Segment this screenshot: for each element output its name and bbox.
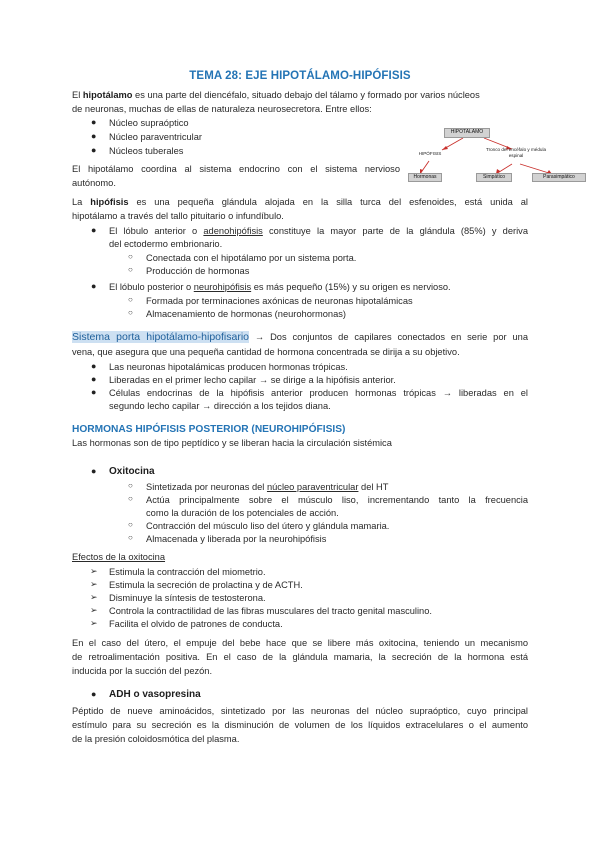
arrowhead-bullet-icon: ➢ — [90, 618, 98, 628]
neurohipofisis-term: neurohipófisis — [193, 282, 252, 292]
circle-bullet-icon: ○ — [128, 295, 133, 304]
circle-bullet-icon: ○ — [128, 265, 133, 274]
hipotalamo-term: hipotálamo — [82, 90, 133, 100]
nucleus-item: Núcleo paraventricular — [109, 132, 203, 142]
effects-title: Efectos de la oxitocina — [72, 552, 166, 562]
bullet-icon: ● — [91, 225, 97, 235]
diagram-brainstem-label: Tronco del encéfalo y médula espinal — [485, 147, 547, 158]
arrowhead-bullet-icon: ➢ — [90, 579, 98, 589]
bullet-icon: ● — [91, 466, 97, 476]
bullet-icon: ● — [91, 387, 97, 397]
effect-item: Estimula la contracción del miometrio. — [109, 567, 266, 577]
circle-bullet-icon: ○ — [128, 520, 133, 529]
arrowhead-bullet-icon: ➢ — [90, 592, 98, 602]
coordination-line-1: El hipotálamo coordina al sistema endocrino con el sistema nervioso — [72, 164, 400, 174]
arrowhead-bullet-icon: ➢ — [90, 605, 98, 615]
bullet-icon: ● — [91, 361, 97, 371]
adh-line-2: estímulo para su secreción es la disminución de volumen de los líquidos extracelulares o el aumento — [72, 720, 528, 730]
effect-item: Controla la contractilidad de las fibras musculares del tracto genital masculino. — [109, 606, 432, 616]
oxytocin-item: Contracción del músculo liso del útero y glándula mamaria. — [146, 521, 390, 531]
hipofisis-line-1: La hipófisis es una pequeña glándula alojada en la silla turca del esfenoides, está unida al — [72, 197, 528, 207]
posterior-heading: HORMONAS HIPÓFISIS POSTERIOR (NEUROHIPÓFISIS) — [72, 424, 346, 435]
adenohipofisis-term: adenohipófisis — [203, 226, 263, 236]
effect-item: Facilita el olvido de patrones de conducta. — [109, 619, 283, 629]
porta-item: Liberadas en el primer lecho capilar → se dirige a la hipófisis anterior. — [109, 375, 396, 385]
intro-line-2: de neuronas, muchas de ellas de naturaleza neurosecretora. Entre ellos: — [72, 104, 372, 114]
posterior-sub-item: Formada por terminaciones axónicas de neuronas hipotalámicas — [146, 296, 413, 306]
bullet-icon: ● — [91, 281, 97, 291]
oxytocin-title: Oxitocina — [109, 466, 155, 477]
paraventricular-term: núcleo paraventricular — [266, 482, 359, 492]
bullet-icon: ● — [91, 117, 97, 127]
circle-bullet-icon: ○ — [128, 533, 133, 542]
hipofisis-line-2: hipotálamo a través del tallo pituitario o infundíbulo. — [72, 211, 284, 221]
adh-line-1: Péptido de nueve aminoácidos, sintetizado por las neuronas del núcleo supraóptico, cuyo principal — [72, 706, 528, 716]
effect-item: Estimula la secreción de prolactina y de ACTH. — [109, 580, 303, 590]
posterior-sub-item: Almacenamiento de hormonas (neurohormonas) — [146, 309, 346, 319]
anterior-lobe-line-2: del ectodermo embrionario. — [109, 239, 223, 249]
oxytocin-item: Almacenada y liberada por la neurohipófisis — [146, 534, 327, 544]
porta-item-3-line-2: segundo lecho capilar → dirección a los tejidos diana. — [109, 401, 331, 411]
bullet-icon: ● — [91, 374, 97, 384]
anterior-lobe-line-1: El lóbulo anterior o adenohipófisis constituye la mayor parte de la glándula (85%) y deriva — [109, 226, 528, 236]
uterus-line-1: En el caso del útero, el empuje del bebe hace que se libere más oxitocina, teniendo un mecanismo — [72, 638, 528, 648]
circle-bullet-icon: ○ — [128, 252, 133, 261]
porta-line-1: Sistema porta hipotálamo-hipofisario → Dos conjuntos de capilares conectados en serie por una — [72, 331, 529, 343]
diagram-hypothalamus-box: HIPOTALAMO — [444, 128, 490, 138]
posterior-lobe-line: El lóbulo posterior o neurohipófisis es más pequeño (15%) y su origen es nervioso. — [109, 282, 451, 292]
porta-item: Las neuronas hipotalámicas producen hormonas trópicas. — [109, 362, 348, 372]
oxytocin-item: Sintetizada por neuronas del núcleo paraventricular del HT — [146, 482, 389, 492]
coordination-line-2: autónomo. — [72, 178, 116, 188]
circle-bullet-icon: ○ — [128, 481, 133, 490]
uterus-line-3: inducida por la succión del pezón. — [72, 666, 213, 676]
page-title: TEMA 28: EJE HIPOTÁLAMO-HIPÓFISIS — [189, 70, 411, 82]
uterus-line-2: de retroalimentación positiva. En el caso de la glándula mamaria, la secreción de la hormona está — [72, 652, 528, 662]
nucleus-item: Núcleos tuberales — [109, 146, 184, 156]
adh-title: ADH o vasopresina — [109, 689, 201, 700]
diagram-parasympathetic-box: Parasimpático — [532, 173, 586, 182]
intro-line-1: El hipotálamo es una parte del diencéfalo, situado debajo del tálamo y formado por varios núcleos — [72, 90, 480, 100]
hipofisis-term: hipófisis — [90, 197, 129, 207]
diagram-hormones-box: Hormonas — [408, 173, 442, 182]
bullet-icon: ● — [91, 689, 97, 699]
nucleus-item: Núcleo supraóptico — [109, 118, 189, 128]
bullet-icon: ● — [91, 131, 97, 141]
oxytocin-item-line-2: como la duración de los potenciales de acción. — [146, 508, 339, 518]
anterior-sub-item: Producción de hormonas — [146, 266, 250, 276]
oxytocin-item-line-1: Actúa principalmente sobre el músculo liso, incrementando tanto la frecuencia — [146, 495, 528, 505]
circle-bullet-icon: ○ — [128, 308, 133, 317]
diagram-hypophysis-label: HIPÓFISIS — [418, 151, 442, 156]
diagram-sympathetic-box: Simpático — [476, 173, 512, 182]
bullet-icon: ● — [91, 145, 97, 155]
porta-line-2: vena, que asegura que una pequeña cantidad de hormona concentrada se dirija a su objetivo. — [72, 347, 460, 357]
hypothalamus-diagram — [408, 126, 588, 184]
porta-highlight: Sistema porta hipotálamo-hipofisario — [72, 331, 250, 343]
circle-bullet-icon: ○ — [128, 494, 133, 503]
anterior-sub-item: Conectada con el hipotálamo por un sistema porta. — [146, 253, 357, 263]
posterior-subtitle: Las hormonas son de tipo peptídico y se liberan hacia la circulación sistémica — [72, 438, 392, 448]
adh-line-3: de la presión coloidosmótica del plasma. — [72, 734, 240, 744]
effect-item: Disminuye la síntesis de testosterona. — [109, 593, 266, 603]
arrowhead-bullet-icon: ➢ — [90, 566, 98, 576]
porta-item-3-line-1: Células endocrinas de la hipófisis anterior producen hormonas trópicas → liberadas en el — [109, 388, 528, 398]
